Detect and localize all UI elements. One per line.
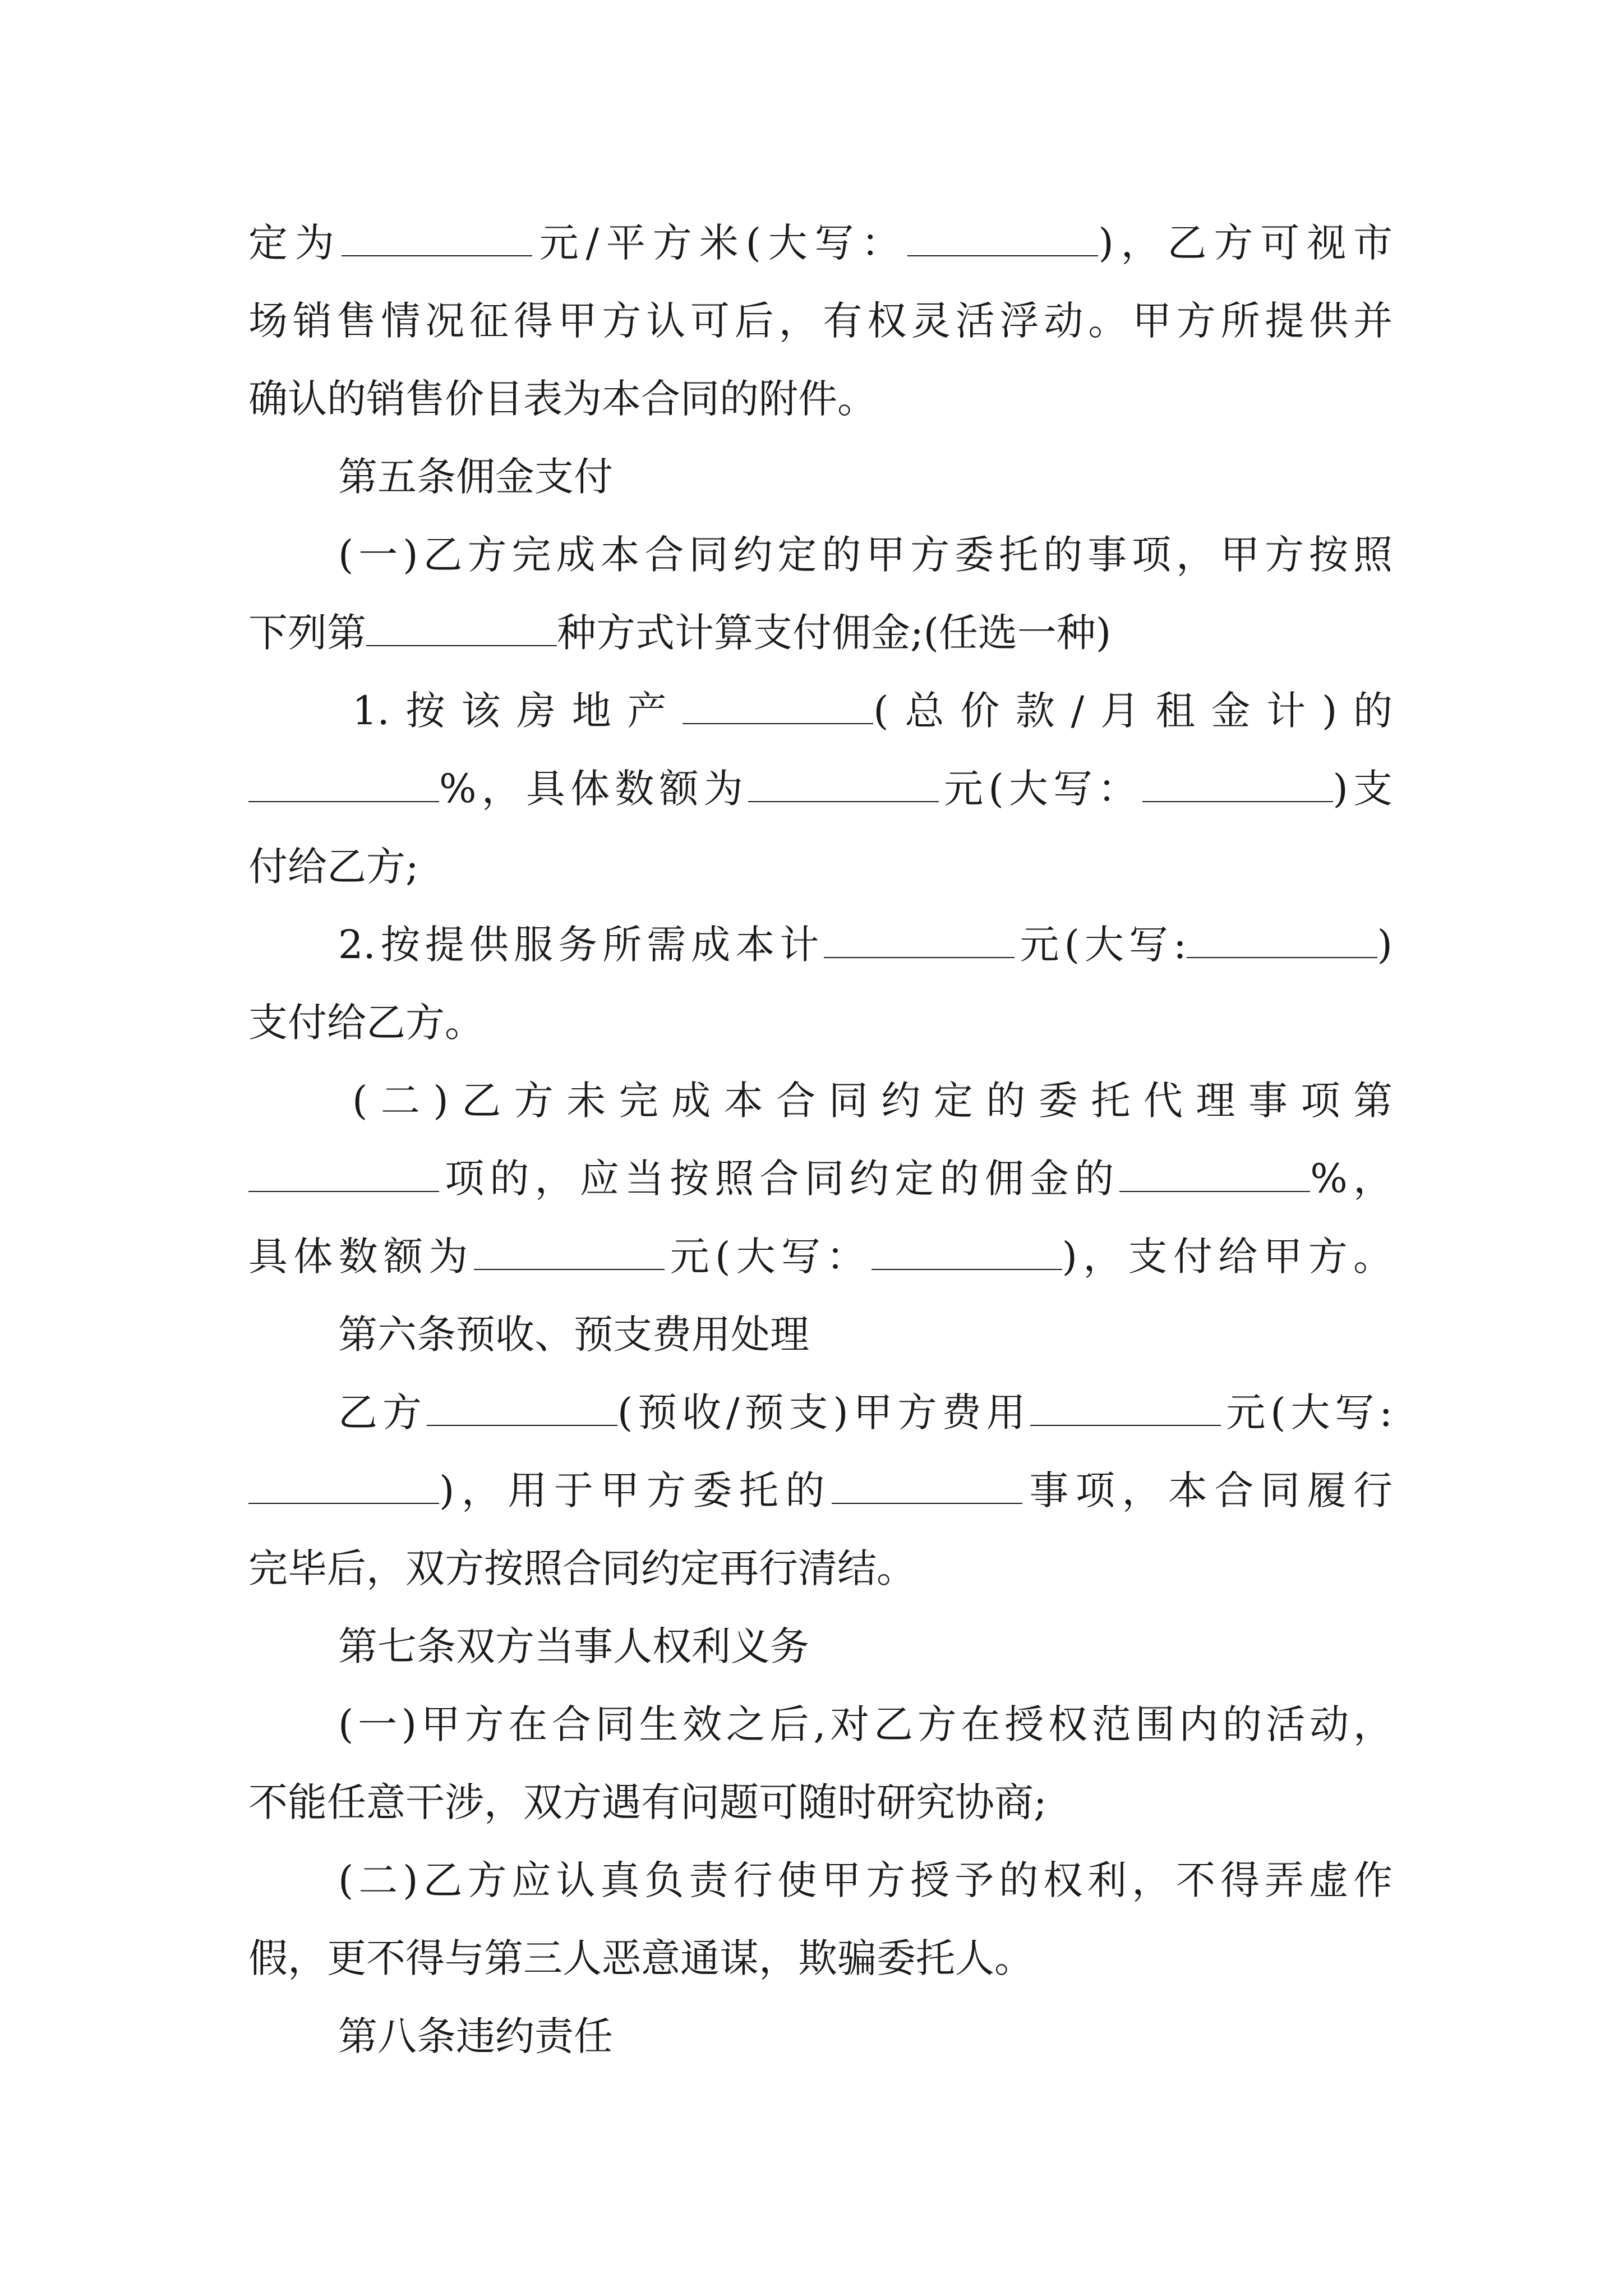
- article-heading: 第七条双方当事人权利义务: [338, 1623, 809, 1669]
- fill-in-blank: [1119, 1156, 1310, 1192]
- fill-in-blank: [248, 1468, 439, 1504]
- text-fragment: (预收/预支)甲方费用: [617, 1389, 1031, 1435]
- text-fragment: 2.按提供服务所需成本计: [338, 922, 824, 968]
- text-fragment: 元(大写：: [938, 766, 1142, 812]
- text-fragment: 具体数额为: [248, 1234, 474, 1280]
- fill-in-blank: [474, 1234, 665, 1270]
- text-line: [352, 685, 1393, 736]
- text-line: 完毕后，双方按照合同约定再行清结。: [248, 1545, 916, 1591]
- fill-in-blank: [248, 1156, 439, 1192]
- article-heading: 第五条佣金支付: [338, 454, 613, 500]
- text-fragment: 项的，应当按照合同约定的佣金的: [439, 1156, 1120, 1202]
- text-fragment: 元(大写：: [664, 1234, 872, 1280]
- fill-in-blank: [248, 766, 439, 802]
- fill-in-blank: [907, 220, 1098, 256]
- text-line: [248, 218, 1393, 268]
- text-line: 不能任意干涉，双方遇有问题可随时研究协商;: [248, 1779, 1047, 1825]
- article-heading: 第六条预收、预支费用处理: [338, 1312, 809, 1358]
- text-fragment: 种方式计算支付佣金;(任选一种): [557, 610, 1112, 656]
- text-fragment: ): [1377, 922, 1393, 968]
- text-fragment: )，乙方可视市: [1098, 220, 1393, 266]
- text-line: [248, 763, 1393, 814]
- fill-in-blank: [872, 1234, 1062, 1270]
- text-line: [248, 1465, 1393, 1516]
- fill-in-blank: [683, 688, 873, 724]
- text-line: [248, 1153, 1393, 1204]
- text-line: 场销售情况征得甲方认可后，有权灵活浮动。甲方所提供并: [248, 298, 1393, 344]
- text-fragment: )，支付给甲方。: [1062, 1234, 1393, 1280]
- fill-in-blank: [824, 922, 1015, 958]
- text-fragment: 元(大写:: [1015, 922, 1187, 968]
- article-heading: 第八条违约责任: [338, 2013, 613, 2059]
- text-line: [248, 608, 1111, 658]
- text-fragment: (总价款/月租金计)的: [873, 688, 1393, 734]
- text-line: (二)乙方应认真负责行使甲方授予的权利，不得弄虚作: [338, 1857, 1393, 1903]
- text-fragment: 定为: [248, 220, 342, 266]
- text-fragment: 下列第: [248, 610, 366, 656]
- text-line: (一)甲方在合同生效之后,对乙方在授权范围内的活动，: [338, 1701, 1393, 1747]
- fill-in-blank: [342, 220, 532, 256]
- text-line: 确认的销售价目表为本合同的附件。: [248, 376, 877, 422]
- text-fragment: 1.按该房地产: [352, 688, 683, 734]
- fill-in-blank: [1030, 1390, 1221, 1426]
- fill-in-blank: [427, 1390, 617, 1426]
- text-line: 付给乙方;: [248, 844, 419, 890]
- fill-in-blank: [1187, 922, 1377, 958]
- text-fragment: 元/平方米(大写：: [532, 220, 908, 266]
- text-fragment: %，: [1310, 1156, 1393, 1202]
- fill-in-blank: [748, 766, 939, 802]
- text-fragment: 事项，本合同履行: [1022, 1467, 1393, 1513]
- text-fragment: 乙方: [338, 1389, 427, 1435]
- fill-in-blank: [832, 1468, 1022, 1504]
- text-line: [248, 1231, 1393, 1282]
- fill-in-blank: [1142, 766, 1333, 802]
- text-line: 假，更不得与第三人恶意通谋，欺骗委托人。: [248, 1935, 1034, 1981]
- text-fragment: )支: [1332, 766, 1393, 812]
- text-fragment: %，具体数额为: [439, 766, 748, 812]
- text-fragment: 元(大写:: [1221, 1389, 1393, 1435]
- text-fragment: )，用于甲方委托的: [439, 1467, 832, 1513]
- text-line: [338, 1387, 1393, 1438]
- text-line: 支付给乙方。: [248, 1000, 484, 1046]
- text-line: (二)乙方未完成本合同约定的委托代理事项第: [352, 1078, 1393, 1124]
- fill-in-blank: [366, 610, 557, 646]
- text-line: [338, 919, 1393, 970]
- text-line: (一)乙方完成本合同约定的甲方委托的事项，甲方按照: [338, 532, 1393, 578]
